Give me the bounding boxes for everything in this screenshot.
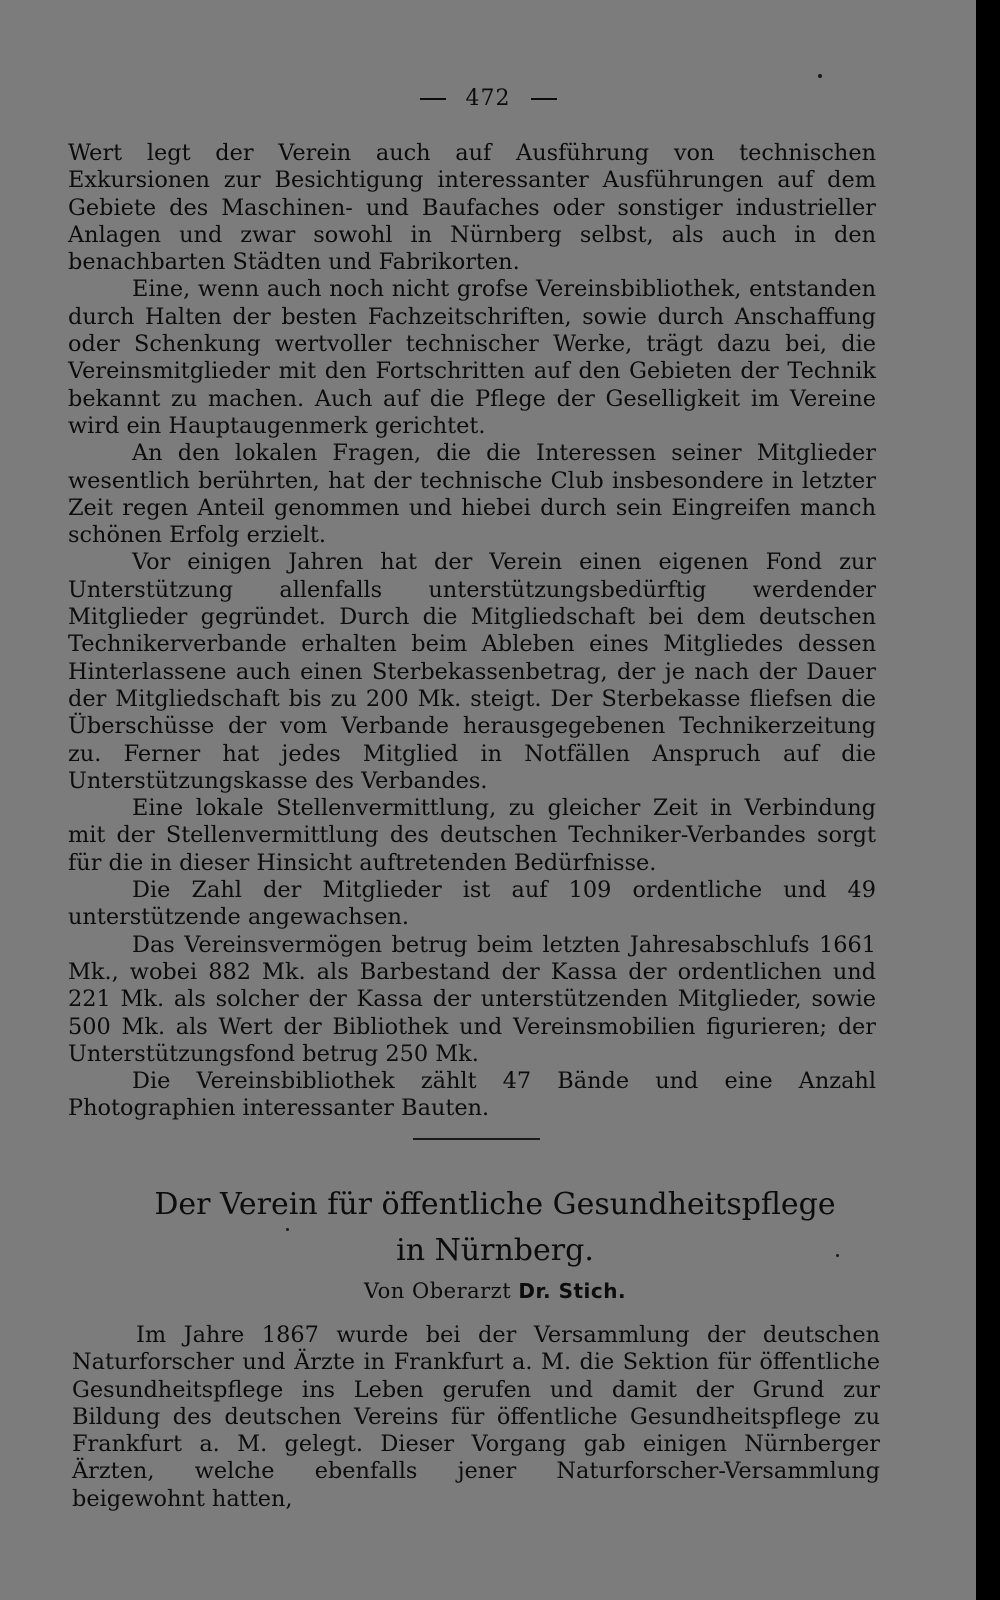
paragraph: Wert legt der Verein auch auf Ausführung von technischen Exkursionen zur Besichtigung interessanter Ausführungen auf dem Gebiete des Maschinen- und Baufaches oder sonstiger industrieller Anlagen und zwar sowohl in Nürnberg selbst, als auch in den benachbarten Städten und Fabrikorten. [68, 140, 876, 276]
section-divider [413, 1138, 540, 1140]
header-dash-right [531, 98, 557, 100]
paragraph: Die Vereinsbibliothek zählt 47 Bände und eine Anzahl Photographien interessanter Bauten. [68, 1068, 876, 1122]
section-gesundheitspflege [72, 1322, 880, 1513]
paragraph: Eine lokale Stellenvermittlung, zu gleicher Zeit in Verbindung mit der Stellenvermittlung des deutschen Techniker-Verbandes sorgt für die in dieser Hinsicht auftretenden Bedürfnisse. [68, 795, 876, 876]
paragraph: Eine, wenn auch noch nicht grofse Vereinsbibliothek, entstanden durch Halten der besten Fachzeitschriften, sowie durch Anschaffung oder Schenkung wertvoller technischer Werke, trägt dazu bei, die Vereinsmitglieder mit den Fortschritten auf den Gebieten der Technik bekannt zu machen. Auch auf die Pflege der Geselligkeit im Vereine wird ein Hauptaugenmerk gerichtet. [68, 276, 876, 439]
byline-author: Dr. Stich. [518, 1279, 627, 1303]
header-dash-left [420, 98, 446, 100]
paragraph: Vor einigen Jahren hat der Verein einen eigenen Fond zur Unterstützung allenfalls unterstützungsbedürftig werdender Mitglieder gegründet. Durch die Mitgliedschaft bei dem deutschen Technikerverbande erhalten beim Ableben eines Mitgliedes dessen Hinterlassene auch einen Sterbekassenbetrag, der je nach der Dauer der Mitgliedschaft bis zu 200 Mk. steigt. Der Sterbekasse fliefsen die Überschüsse der vom Verbande herausgegebenen Technikerzeitung zu. Ferner hat jedes Mitglied in Notfällen Anspruch auf die Unterstützungskasse des Verbandes. [68, 549, 876, 794]
article-title-line-2: in Nürnberg. [396, 1233, 594, 1268]
print-speck [286, 1228, 289, 1231]
byline-prefix: Von Oberarzt [363, 1279, 512, 1303]
paragraph: An den lokalen Fragen, die die Interessen seiner Mitglieder wesentlich berührten, hat der technische Club insbesondere in letzter Zeit regen Anteil genommen und hiebei durch sein Eingreifen manch schönen Erfolg erzielt. [68, 440, 876, 549]
article-title [60, 1182, 930, 1274]
paragraph: Im Jahre 1867 wurde bei der Versammlung der deutschen Naturforscher und Ärzte in Frankfurt a. M. die Sektion für öffentliche Gesundheitspflege ins Leben gerufen und damit der Grund zur Bildung des deutschen Vereins für öffentliche Gesundheitspflege zu Frankfurt a. M. gelegt. Dieser Vorgang gab einigen Nürnberger Ärzten, welche ebenfalls jener Naturforscher-Versammlung beigewohnt hatten, [72, 1322, 880, 1512]
print-speck [818, 74, 822, 78]
page-number: 472 [465, 86, 511, 111]
article-byline [60, 1279, 930, 1303]
paragraph: Die Zahl der Mitglieder ist auf 109 ordentliche und 49 unterstützende angewachsen. [68, 877, 876, 931]
paragraph: Das Vereinsvermögen betrug beim letzten Jahresabschlufs 1661 Mk., wobei 882 Mk. als Barbestand der Kassa der ordentlichen und 221 Mk. als solcher der Kassa der unterstützenden Mitglieder, sowie 500 Mk. als Wert der Bibliothek und Vereinsmobilien figurieren; der Unterstützungsfond betrug 250 Mk. [68, 931, 876, 1067]
article-title-line-1: Der Verein für öffentliche Gesundheitspflege [154, 1187, 836, 1222]
print-speck [836, 1254, 839, 1257]
section-technischer-club [68, 140, 876, 1123]
page-header [0, 86, 976, 111]
